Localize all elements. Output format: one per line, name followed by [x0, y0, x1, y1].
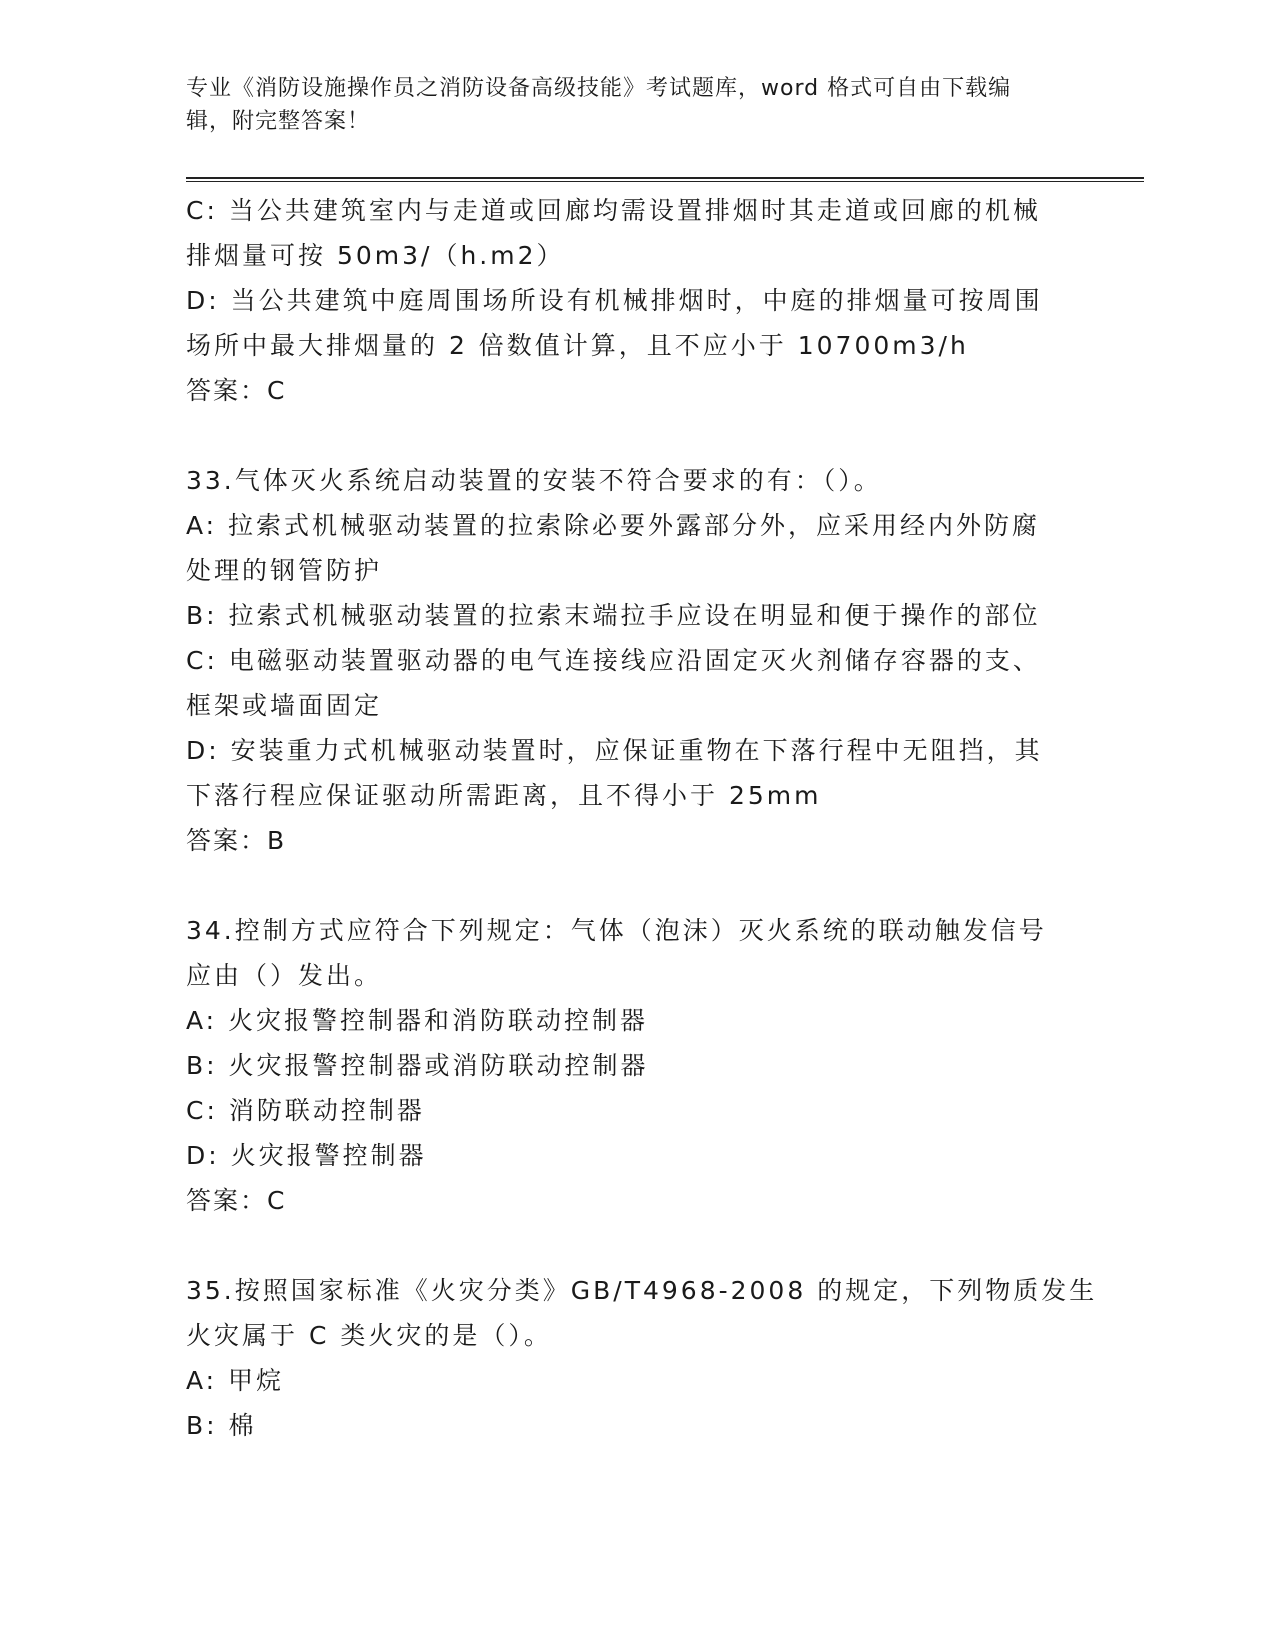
option-text: A: 拉索式机械驱动装置的拉索除必要外露部分外，应采用经内外防腐 [186, 511, 1041, 540]
option-text: A: 火灾报警控制器和消防联动控制器 [186, 1006, 649, 1035]
option-text: A: 甲烷 [186, 1366, 285, 1395]
option-text: D: 当公共建筑中庭周围场所设有机械排烟时，中庭的排烟量可按周围 [186, 286, 1043, 315]
answer-line: 答案：C [186, 376, 287, 405]
option-text: D: 火灾报警控制器 [186, 1141, 427, 1170]
question-text: 35.按照国家标准《火灾分类》GB/T4968-2008 的规定，下列物质发生 [186, 1276, 1098, 1305]
question-block-prev [186, 188, 1086, 413]
spacer [186, 1223, 1086, 1268]
spacer [186, 413, 1086, 458]
question-text: 火灾属于 C 类火灾的是（）。 [186, 1321, 552, 1350]
answer-line: 答案：C [186, 1186, 287, 1215]
header-line: 专业《消防设施操作员之消防设备高级技能》考试题库，word 格式可自由下载编 [186, 76, 1012, 101]
page-header [186, 72, 1066, 138]
question-block-35 [186, 1268, 1098, 1448]
question-block-33 [186, 458, 1086, 863]
header-divider [186, 177, 1144, 179]
question-text: 应由（）发出。 [186, 961, 383, 990]
question-text: 33.气体灭火系统启动装置的安装不符合要求的有：（）。 [186, 466, 882, 495]
header-line: 辑，附完整答案！ [186, 109, 371, 134]
question-text: 34.控制方式应符合下列规定：气体（泡沫）灭火系统的联动触发信号 [186, 916, 1047, 945]
option-text: B: 拉索式机械驱动装置的拉索末端拉手应设在明显和便于操作的部位 [186, 601, 1041, 630]
option-text: B: 火灾报警控制器或消防联动控制器 [186, 1051, 649, 1080]
option-text: C: 电磁驱动装置驱动器的电气连接线应沿固定灭火剂储存容器的支、 [186, 646, 1041, 675]
option-text: D: 安装重力式机械驱动装置时，应保证重物在下落行程中无阻挡，其 [186, 736, 1043, 765]
answer-line: 答案：B [186, 826, 287, 855]
option-text: C: 当公共建筑室内与走道或回廊均需设置排烟时其走道或回廊的机械 [186, 196, 1041, 225]
option-text: 处理的钢管防护 [186, 556, 383, 585]
document-body [186, 188, 1098, 1448]
header-divider-thin [186, 181, 1144, 182]
option-text: B: 棉 [186, 1411, 257, 1440]
option-text: 排烟量可按 50m3/（h.m2） [186, 241, 565, 270]
option-text: 下落行程应保证驱动所需距离，且不得小于 25mm [186, 781, 822, 810]
option-text: 场所中最大排烟量的 2 倍数值计算，且不应小于 10700m3/h [186, 331, 969, 360]
option-text: 框架或墙面固定 [186, 691, 383, 720]
option-text: C: 消防联动控制器 [186, 1096, 425, 1125]
question-block-34 [186, 908, 1086, 1223]
spacer [186, 863, 1086, 908]
